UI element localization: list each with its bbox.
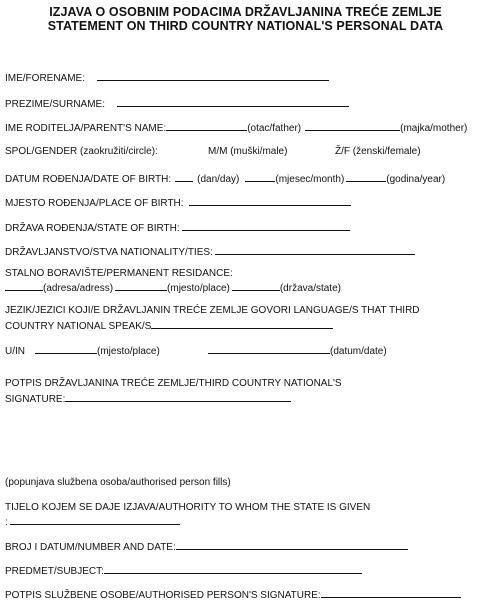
signature-label-line1: POTPIS DRŽAVLJANINA TREĆE ZEMLJE/THIRD COUNTRY NATIONAL'S (5, 378, 342, 389)
form-title-english: STATEMENT ON THIRD COUNTRY NATIONAL'S PERSONAL DATA (47, 19, 444, 33)
pob-field[interactable] (189, 195, 351, 206)
residence-label: STALNO BORAVIŠTE/PERMANENT RESIDANCE: (5, 268, 233, 279)
official-signature-field[interactable] (321, 587, 461, 598)
forename-row (5, 70, 329, 85)
dob-month-hint: (mjesec/month) (275, 174, 345, 185)
signature-label-line2: SIGNATURE: (5, 394, 66, 405)
residence-place-field[interactable] (115, 280, 167, 291)
number-date-field[interactable] (176, 539, 408, 550)
nationality-field[interactable] (215, 244, 415, 255)
dob-row (5, 171, 445, 186)
gender-male-option[interactable]: M/M (muški/male) (208, 146, 288, 157)
forename-field[interactable] (97, 70, 329, 81)
in-place-row (5, 343, 160, 358)
number-date-row (5, 539, 408, 554)
surname-label: PREZIME/SURNAME: (5, 99, 106, 110)
number-date-label: BROJ I DATUM/NUMBER AND DATE: (5, 542, 176, 553)
in-date-field[interactable] (208, 343, 330, 354)
residence-row (5, 280, 341, 295)
language-field[interactable] (151, 318, 333, 329)
subject-field[interactable] (104, 563, 362, 574)
signature-field[interactable] (65, 391, 291, 402)
surname-row (5, 96, 349, 111)
language-row (5, 318, 333, 333)
dob-year-hint: (godina/year) (386, 174, 446, 185)
forename-label: IME/FORENAME: (5, 73, 86, 84)
signature-row (5, 391, 291, 406)
in-place-field[interactable] (35, 343, 97, 354)
gender-label: SPOL/GENDER (zaokružiti/circle): (5, 146, 158, 157)
father-hint: (otac/father) (247, 123, 302, 134)
pob-label: MJESTO ROĐENJA/PLACE OF BIRTH: (5, 198, 184, 209)
dob-day-hint: (dan/day) (197, 174, 240, 185)
dob-label: DATUM ROĐENJA/DATE OF BIRTH: (5, 174, 172, 185)
mother-hint: (majka/mother) (400, 123, 468, 134)
authority-field[interactable] (10, 514, 180, 525)
parents-name-row (5, 120, 467, 135)
authority-label-line2: : (5, 517, 8, 528)
surname-field[interactable] (117, 96, 349, 107)
language-label-line2: COUNTRY NATIONAL SPEAK/S (5, 321, 152, 332)
gender-row (5, 146, 158, 158)
gender-female-option[interactable]: Ž/F (ženski/female) (335, 146, 421, 157)
language-label-line1: JEZIK/JEZICI KOJI/E DRŽAVLJANIN TREĆE ZEMLJE GOVORI LANGUAGE/S THAT THIRD (5, 305, 420, 316)
authority-row (5, 514, 180, 529)
in-place-label: U/IN (5, 346, 25, 357)
form-title-local: IZJAVA O OSOBNIM PODACIMA DRŽAVLJANINA TREĆE ZEMLJE (49, 5, 442, 19)
subject-label: PREDMET/SUBJECT: (5, 566, 104, 577)
authority-label-line1: TIJELO KOJEM SE DAJE IZJAVA/AUTHORITY TO WHOM THE STATE IS GIVEN (5, 502, 371, 513)
residence-state-hint: (država/state) (279, 283, 341, 294)
in-date-hint: (datum/date) (330, 346, 387, 357)
residence-address-field[interactable] (5, 280, 43, 291)
nationality-label: DRŽAVLJANSTVO/STVA NATIONALITY/TIES: (5, 247, 213, 258)
residence-address-hint: (adresa/adress) (43, 283, 114, 294)
pob-row (5, 195, 351, 210)
official-signature-row (5, 587, 461, 602)
state-of-birth-row (5, 220, 350, 235)
nationality-row (5, 244, 415, 259)
dob-day-field[interactable] (175, 171, 193, 182)
in-place-hint: (mjesto/place) (97, 346, 160, 357)
residence-place-hint: (mjesto/place) (167, 283, 230, 294)
in-date-row (208, 343, 387, 358)
parents-name-label: IME RODITELJA/PARENT'S NAME: (5, 123, 167, 134)
dob-year-field[interactable] (346, 171, 386, 182)
dob-month-field[interactable] (245, 171, 275, 182)
father-name-field[interactable] (166, 120, 247, 131)
residence-state-field[interactable] (232, 280, 280, 291)
official-signature-label: POTPIS SLUŽBENE OSOBE/AUTHORISED PERSON'S SIGNATURE: (5, 590, 321, 601)
subject-row (5, 563, 362, 578)
state-of-birth-field[interactable] (182, 220, 350, 231)
state-of-birth-label: DRŽAVA ROĐENJA/STATE OF BIRTH: (5, 223, 180, 234)
mother-name-field[interactable] (305, 120, 400, 131)
official-note: (popunjava službena osoba/authorised person fills) (5, 477, 231, 488)
